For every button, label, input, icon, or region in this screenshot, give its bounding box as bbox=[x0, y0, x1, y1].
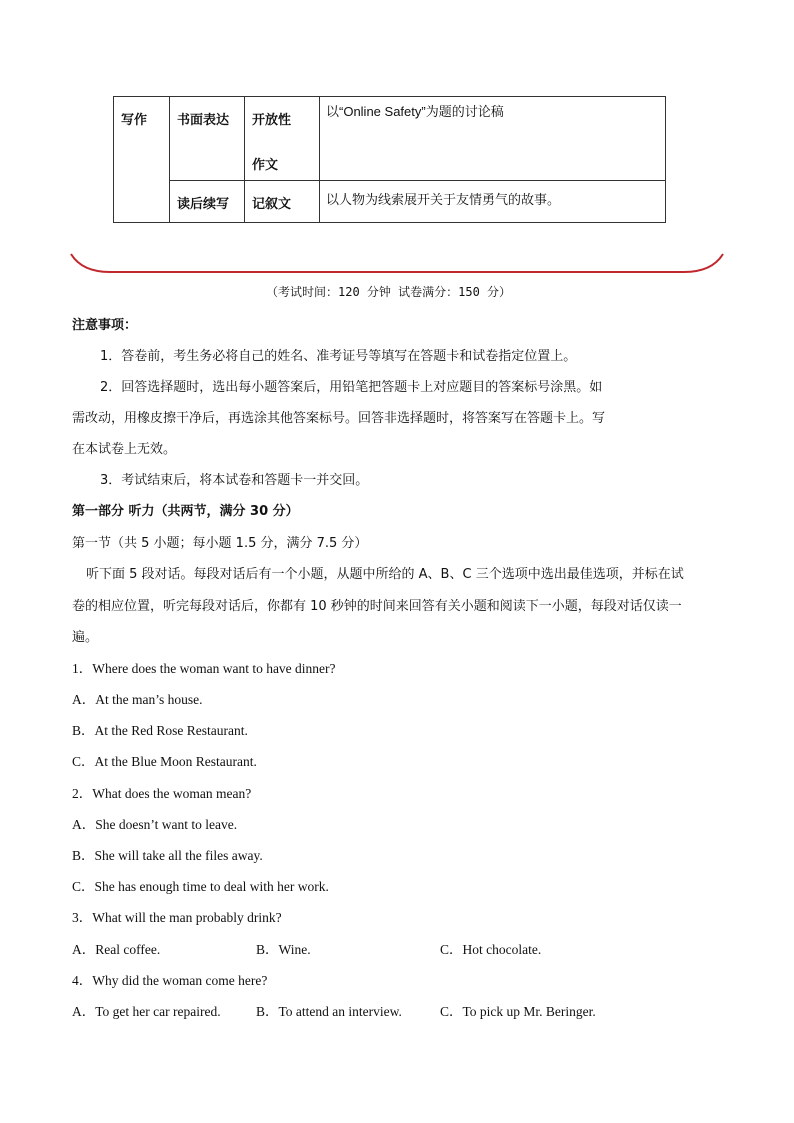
question-stem: 4．Why did the woman come here? bbox=[72, 973, 268, 988]
option-c: C．To pick up Mr. Beringer. bbox=[440, 1004, 596, 1019]
option-c: C．She has enough time to deal with her work. bbox=[72, 879, 329, 894]
genre-line: 开放性 bbox=[252, 113, 292, 128]
task-description: 以“Online Safety”为题的讨论稿 bbox=[326, 104, 504, 119]
table-cell-genre bbox=[245, 97, 320, 181]
decorative-red-arc bbox=[70, 250, 724, 276]
instruction-line: 听下面 5 段对话。每段对话后有一个小题，从题中所给的 A、B、C 三个选项中选出最佳选项，并标在试 bbox=[86, 567, 684, 582]
part1-title: 第一部分 听力（共两节，满分 30 分） bbox=[72, 504, 299, 519]
table-cell-writing bbox=[114, 97, 170, 223]
option-a: A．She doesn’t want to leave. bbox=[72, 817, 238, 832]
option-b: B．To attend an interview. bbox=[256, 1004, 402, 1019]
question-stem: 2．What does the woman mean? bbox=[72, 786, 252, 801]
exam-structure-table bbox=[113, 96, 666, 223]
option-b: B．She will take all the files away. bbox=[72, 848, 263, 863]
question-stem: 1．Where does the woman want to have dinner? bbox=[72, 661, 336, 676]
genre-line: 作文 bbox=[252, 158, 279, 173]
table-cell-desc bbox=[320, 97, 666, 181]
table-cell-desc bbox=[320, 181, 666, 223]
instruction-line: 遍。 bbox=[72, 630, 99, 645]
task-label: 读后续写 bbox=[177, 197, 230, 212]
option-a: A．Real coffee. bbox=[72, 942, 161, 957]
genre-label: 记叙文 bbox=[252, 197, 292, 212]
table-cell-task bbox=[170, 97, 245, 181]
notice-item: 2．回答选择题时，选出每小题答案后，用铅笔把答题卡上对应题目的答案标号涂黑。如 bbox=[100, 380, 603, 395]
instruction-line: 卷的相应位置，听完每段对话后，你都有 10 秒钟的时间来回答有关小题和阅读下一小题，每段对话仅读一 bbox=[72, 599, 682, 614]
option-a: A．To get her car repaired. bbox=[72, 1004, 221, 1019]
option-c: C．Hot chocolate. bbox=[440, 942, 542, 957]
notice-title: 注意事项： bbox=[72, 318, 138, 333]
notice-item: 在本试卷上无效。 bbox=[72, 442, 177, 457]
table-cell-task bbox=[170, 181, 245, 223]
section1-title: 第一节（共 5 小题；每小题 1.5 分，满分 7.5 分） bbox=[72, 536, 368, 551]
notice-item: 1．答卷前，考生务必将自己的姓名、准考证号等填写在答题卡和试卷指定位置上。 bbox=[100, 349, 577, 364]
writing-label: 写作 bbox=[121, 113, 148, 128]
task-label: 书面表达 bbox=[177, 113, 230, 128]
notice-item: 需改动，用橡皮擦干净后，再选涂其他答案标号。回答非选择题时，将答案写在答题卡上。写 bbox=[72, 411, 606, 426]
table-cell-genre bbox=[245, 181, 320, 223]
option-b: B．Wine. bbox=[256, 942, 311, 957]
option-a: A．At the man’s house. bbox=[72, 692, 203, 707]
exam-time-info: （考试时间：120 分钟 试卷满分：150 分） bbox=[266, 285, 512, 299]
notice-item: 3．考试结束后，将本试卷和答题卡一并交回。 bbox=[100, 473, 369, 488]
genre-label bbox=[245, 97, 319, 173]
option-b: B．At the Red Rose Restaurant. bbox=[72, 723, 248, 738]
option-c: C．At the Blue Moon Restaurant. bbox=[72, 754, 257, 769]
task-description: 以人物为线索展开关于友情勇气的故事。 bbox=[326, 192, 561, 207]
question-stem: 3．What will the man probably drink? bbox=[72, 910, 282, 925]
